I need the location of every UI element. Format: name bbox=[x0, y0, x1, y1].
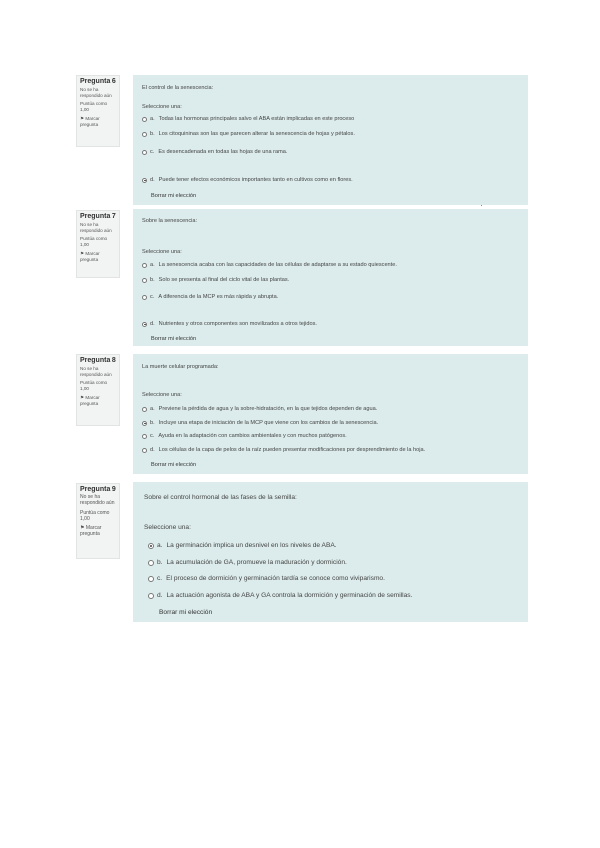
radio-button[interactable] bbox=[142, 295, 147, 300]
question-content bbox=[133, 482, 528, 622]
question-number: Pregunta 9 bbox=[80, 486, 116, 493]
option-c[interactable]: c. A diferencia de la MCP es más rápida y abrupta. bbox=[142, 294, 278, 300]
question-info bbox=[76, 210, 120, 278]
option-d[interactable]: d. Puede tener efectos económicos importantes tanto en cultivos como en flores. bbox=[142, 177, 353, 183]
radio-button[interactable] bbox=[142, 278, 147, 283]
radio-button[interactable] bbox=[148, 560, 154, 566]
option-a[interactable]: a. Previene la pérdida de agua y la sobre-hidratación, en la que tejidos dependen de agua. bbox=[142, 406, 377, 412]
clear-choice-link[interactable]: Borrar mi elección bbox=[159, 609, 213, 616]
question-number: Pregunta 6 bbox=[80, 78, 116, 85]
radio-button-selected[interactable] bbox=[142, 421, 147, 426]
select-one-prompt: Seleccione una: bbox=[142, 104, 182, 110]
flag-icon: ⚑ bbox=[80, 250, 85, 256]
question-info bbox=[76, 75, 120, 147]
radio-button[interactable] bbox=[142, 407, 147, 412]
question-status: No se ha respondido aún bbox=[80, 86, 112, 98]
radio-button[interactable] bbox=[142, 117, 147, 122]
question-score: Puntúa como 1,00 bbox=[80, 509, 110, 522]
select-one-prompt: Seleccione una: bbox=[142, 392, 182, 398]
clear-choice-link[interactable]: Borrar mi elección bbox=[151, 193, 197, 199]
stray-mark bbox=[481, 205, 482, 206]
question-text: El control de la senescencia: bbox=[142, 85, 214, 91]
question-info bbox=[76, 354, 120, 426]
flag-icon: ⚑ bbox=[80, 525, 85, 532]
option-c[interactable]: c. Ayuda en la adaptación con cambios ambientales y con muchos patógenos. bbox=[142, 433, 347, 439]
question-score: Puntúa como 1,00 bbox=[80, 101, 108, 113]
question-score: Puntúa como 1,00 bbox=[80, 236, 108, 248]
question-text: La muerte celular programada: bbox=[142, 364, 219, 370]
radio-button[interactable] bbox=[142, 150, 147, 155]
radio-button[interactable] bbox=[142, 132, 147, 137]
clear-choice-link[interactable]: Borrar mi elección bbox=[151, 336, 197, 342]
question-content bbox=[133, 209, 528, 346]
question-number: Pregunta 7 bbox=[80, 213, 116, 220]
question-content bbox=[133, 354, 528, 474]
question-content bbox=[133, 75, 528, 205]
option-c[interactable]: c. Es desencadenada en todas las hojas de una rama. bbox=[142, 149, 287, 155]
option-a[interactable]: a. La germinación implica un desnivel en los niveles de ABA. bbox=[148, 542, 337, 549]
radio-button-selected[interactable] bbox=[142, 322, 147, 327]
flag-icon: ⚑ bbox=[80, 115, 85, 121]
question-status: No se ha respondido aún bbox=[80, 494, 115, 507]
question-status: No se ha respondido aún bbox=[80, 365, 112, 377]
option-a[interactable]: a. La senescencia acaba con las capacidades de las células de adaptarse a su estado quiescente. bbox=[142, 262, 397, 268]
select-one-prompt: Seleccione una: bbox=[144, 524, 191, 531]
question-text: Sobre la senescencia: bbox=[142, 218, 198, 224]
radio-button-selected[interactable] bbox=[148, 543, 154, 549]
option-c[interactable]: c. El proceso de dormición y germinación tardía se conoce como viviparismo. bbox=[148, 575, 385, 582]
option-d[interactable]: d. Nutrientes y otros componentes son movilizados a otros tejidos. bbox=[142, 321, 317, 327]
flag-question-link[interactable]: ⚑ Marcar pregunta bbox=[80, 250, 100, 262]
flag-question-link[interactable]: ⚑ Marcar pregunta bbox=[80, 115, 100, 127]
flag-question-link[interactable]: ⚑ Marcar pregunta bbox=[80, 394, 100, 406]
option-b[interactable]: b. La acumulación de GA, promueve la maduración y dormición. bbox=[148, 559, 347, 566]
option-a[interactable]: a. Todas las hormonas principales salvo el ABA están implicadas en este proceso bbox=[142, 116, 354, 122]
question-number: Pregunta 8 bbox=[80, 357, 116, 364]
radio-button[interactable] bbox=[148, 576, 154, 582]
radio-button[interactable] bbox=[142, 434, 147, 439]
select-one-prompt: Seleccione una: bbox=[142, 249, 182, 255]
option-b[interactable]: b. Solo se presenta al final del ciclo vital de las plantas. bbox=[142, 277, 289, 283]
question-text: Sobre el control hormonal de las fases de la semilla: bbox=[144, 494, 297, 501]
option-d[interactable]: d. Los células de la capa de pelos de la raíz pueden presentar modificaciones por desprendimiento de la hoja. bbox=[142, 447, 425, 453]
question-score: Puntúa como 1,00 bbox=[80, 380, 108, 392]
flag-question-link[interactable]: ⚑ Marcar pregunta bbox=[80, 525, 102, 538]
radio-button[interactable] bbox=[142, 448, 147, 453]
radio-button[interactable] bbox=[142, 263, 147, 268]
option-d[interactable]: d. La actuación agonista de ABA y GA controla la dormición y germinación de semillas. bbox=[148, 592, 412, 599]
question-status: No se ha respondido aún bbox=[80, 221, 112, 233]
option-b[interactable]: b. Incluye una etapa de iniciación de la MCP que viene con los cambios de la senescencia. bbox=[142, 420, 378, 426]
clear-choice-link[interactable]: Borrar mi elección bbox=[151, 462, 197, 468]
option-b[interactable]: b. Los citoquininas son las que parecen alterar la senescencia de hojas y pétalos. bbox=[142, 131, 355, 137]
flag-icon: ⚑ bbox=[80, 394, 85, 400]
question-info bbox=[76, 483, 120, 559]
radio-button[interactable] bbox=[148, 593, 154, 599]
radio-button-selected[interactable] bbox=[142, 178, 147, 183]
